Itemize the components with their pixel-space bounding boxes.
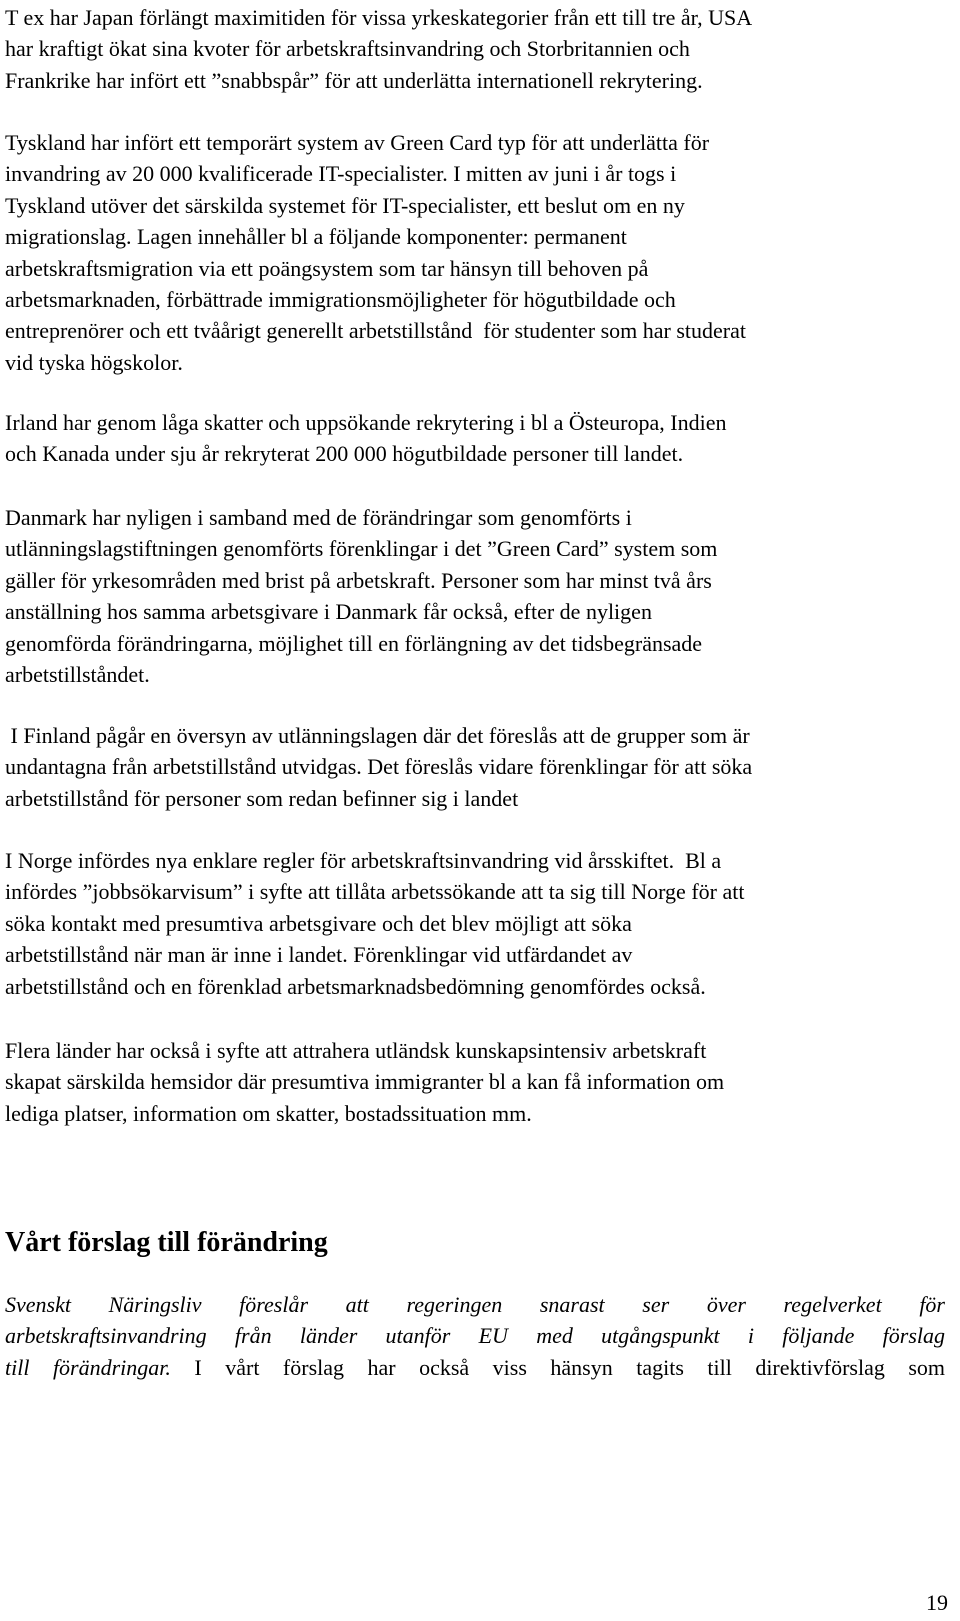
paragraph-ireland <box>5 407 945 470</box>
text-line: Flera länder har också i syfte att attrahera utländsk kunskapsintensiv arbetskraft <box>5 1038 707 1063</box>
text-line: entreprenörer och ett tvåårigt generellt arbetstillstånd för studenter som har studerat <box>5 318 746 344</box>
text-line: Frankrike har infört ett ”snabbspår” för att underlätta internationell rekrytering. <box>5 67 703 93</box>
text-italic-segment: till förändringar. <box>5 1354 171 1380</box>
text-line: T ex har Japan förlängt maximitiden för vissa yrkeskategorier från ett till tre år, USA <box>5 5 753 30</box>
text-line: och Kanada under sju år rekryterat 200 000 högutbildade personer till landet. <box>5 441 684 467</box>
paragraph-finland <box>5 720 945 814</box>
text-line: har kraftigt ökat sina kvoter för arbetskraftsinvandring och Storbritannien och <box>5 36 690 62</box>
text-line-mixed <box>5 1352 945 1383</box>
text-line: arbetsmarknaden, förbättrade immigrationsmöjligheter för högutbildade och <box>5 287 676 313</box>
text-line: migrationslag. Lagen innehåller bl a följande komponenter: permanent <box>5 224 627 250</box>
text-line: invandring av 20 000 kvalificerade IT-specialister. I mitten av juni i år togs i <box>5 161 677 187</box>
text-line: genomförda förändringarna, möjlighet till en förlängning av det tidsbegränsade <box>5 630 703 656</box>
text-line: Tyskland utöver det särskilda systemet för IT-specialister, ett beslut om en ny <box>5 192 685 218</box>
text-line: arbetstillstånd när man är inne i landet. Förenklingar vid utfärdandet av <box>5 942 633 968</box>
text-line: skapat särskilda hemsidor där presumtiva immigranter bl a kan få information om <box>5 1069 725 1095</box>
paragraph-norway <box>5 845 945 1002</box>
text-line-italic: arbetskraftsinvandring från länder utanför EU med utgångspunkt i följande förslag <box>5 1323 945 1349</box>
page-number: 19 <box>926 1590 948 1615</box>
paragraph-germany <box>5 127 945 378</box>
text-regular-segment: I vårt förslag har också viss hänsyn tagits till direktivförslag som <box>170 1354 946 1380</box>
text-line: I Norge infördes nya enklare regler för arbetskraftsinvandring vid årsskiftet. Bl a <box>5 848 722 873</box>
text-line: utlänningslagstiftningen genomförts förenklingar i det ”Green Card” system som <box>5 536 718 562</box>
text-line: vid tyska högskolor. <box>5 349 183 375</box>
text-line: anställning hos samma arbetsgivare i Danmark får också, efter de nyligen <box>5 599 652 625</box>
text-line-italic: Svenskt Näringsliv föreslår att regeringen snarast ser över regelverket för <box>5 1292 945 1317</box>
text-line: Irland har genom låga skatter och uppsökande rekrytering i bl a Östeuropa, Indien <box>5 410 727 435</box>
section-heading: Vårt förslag till förändring <box>5 1227 328 1258</box>
paragraph-international-examples <box>5 2 945 96</box>
paragraph-denmark <box>5 502 945 690</box>
text-line: undantagna från arbetstillstånd utvidgas. Det föreslås vidare förenklingar för att söka <box>5 754 753 780</box>
text-line: arbetstillstånd och en förenklad arbetsmarknadsbedömning genomfördes också. <box>5 973 706 999</box>
text-line: I Finland pågår en översyn av utlänningslagen där det föreslås att de grupper som är <box>5 723 750 748</box>
text-line: gäller för yrkesområden med brist på arbetskraft. Personer som har minst två års <box>5 567 712 593</box>
text-line: arbetskraftsmigration via ett poängsystem som tar hänsyn till behoven på <box>5 255 649 281</box>
text-line: lediga platser, information om skatter, bostadssituation mm. <box>5 1100 532 1126</box>
text-line: Danmark har nyligen i samband med de förändringar som genomförts i <box>5 505 632 530</box>
text-line: Tyskland har infört ett temporärt system av Green Card typ för att underlätta för <box>5 130 710 155</box>
text-line: arbetstillståndet. <box>5 662 150 688</box>
text-line: infördes ”jobbsökarvisum” i syfte att tillåta arbetssökande att ta sig till Norge för att <box>5 879 745 905</box>
paragraph-proposal <box>5 1289 945 1383</box>
text-line: söka kontakt med presumtiva arbetsgivare och det blev möjligt att söka <box>5 910 632 936</box>
text-line: arbetstillstånd för personer som redan befinner sig i landet <box>5 785 519 811</box>
paragraph-websites <box>5 1035 945 1129</box>
